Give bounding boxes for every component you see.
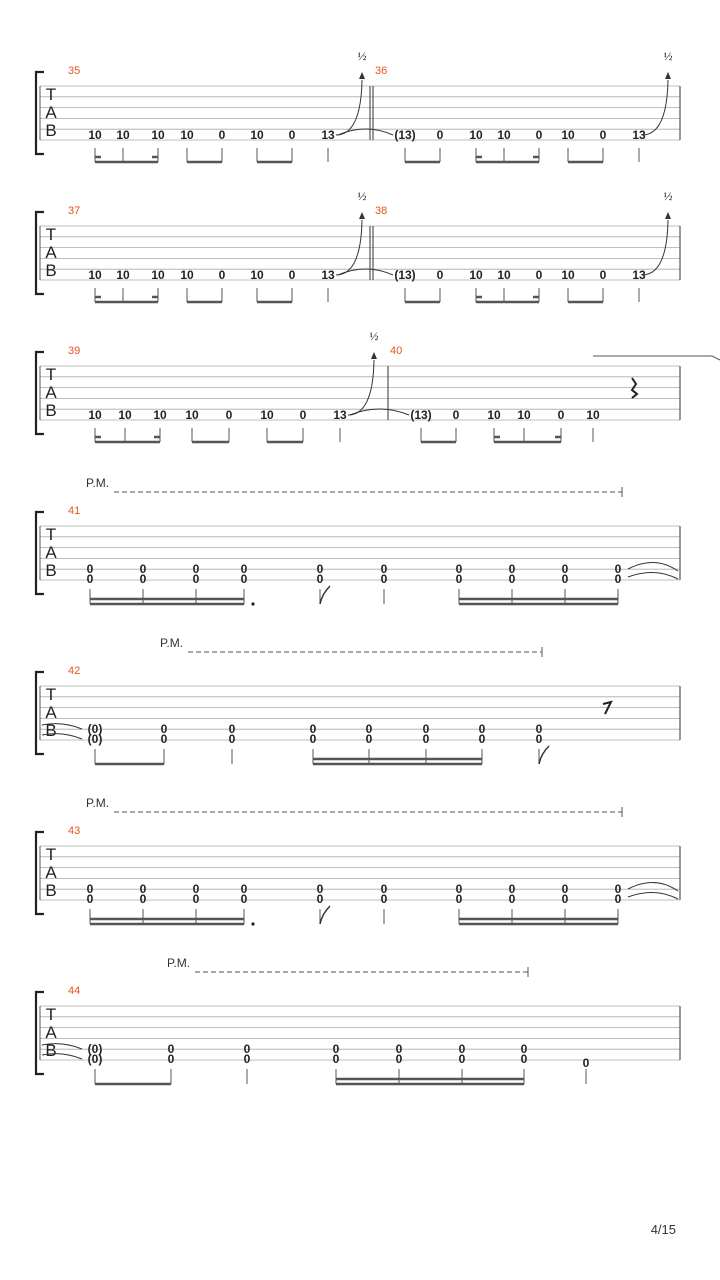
fret-number: 0 (160, 732, 168, 746)
tab-clef-a: A (45, 243, 57, 262)
fret-number: 10 (153, 408, 167, 422)
fret-number: 0 (455, 892, 463, 906)
measure-number: 35 (68, 65, 81, 77)
fret-number: 0 (508, 892, 516, 906)
fret-number: 10 (151, 268, 165, 282)
tab-clef-t: T (45, 845, 57, 864)
fret-number: 0 (535, 732, 543, 746)
bend-label: ½ (357, 189, 367, 203)
fret-number: 10 (497, 268, 511, 282)
fret-number: (0) (87, 1042, 103, 1056)
fret-number: 0 (561, 892, 569, 906)
palm-mute-label: P.M. (86, 476, 110, 490)
fret-number: 10 (180, 128, 194, 142)
tab-clef-t: T (45, 685, 57, 704)
bend-arrow (359, 212, 365, 219)
fret-number: 0 (561, 562, 569, 576)
flag (320, 906, 330, 924)
fret-number: 0 (288, 128, 296, 142)
tab-clef-b: B (45, 561, 57, 580)
fret-number: 0 (455, 882, 463, 896)
fret-number: 0 (192, 892, 200, 906)
fret-number: 0 (508, 562, 516, 576)
fret-number: 10 (88, 268, 102, 282)
measure-number: 36 (375, 65, 388, 77)
fret-number: 0 (582, 1056, 590, 1070)
fret-number: 0 (599, 268, 607, 282)
fret-number: 0 (561, 572, 569, 586)
flag (320, 586, 330, 604)
fret-number: 0 (535, 268, 543, 282)
bend-arrow (371, 352, 377, 359)
fret-number: 0 (139, 572, 147, 586)
fret-number: 10 (497, 128, 511, 142)
measure-number: 37 (68, 205, 81, 217)
fret-number: 0 (299, 408, 307, 422)
flag (539, 746, 549, 764)
measure-number: 40 (390, 345, 403, 357)
tab-clef-a: A (45, 863, 57, 882)
fret-number: 10 (88, 408, 102, 422)
fret-number: 13 (333, 408, 347, 422)
fret-number: 0 (240, 882, 248, 896)
fret-number: 10 (561, 268, 575, 282)
fret-number: 0 (380, 572, 388, 586)
fret-number: 0 (167, 1052, 175, 1066)
dot (251, 922, 254, 925)
tab-clef-t: T (45, 85, 57, 104)
tab-clef-a: A (45, 543, 57, 562)
tie (628, 882, 678, 891)
fret-number: 0 (218, 268, 226, 282)
fret-number: 0 (508, 882, 516, 896)
fret-number: 10 (250, 268, 264, 282)
fret-number: 0 (478, 732, 486, 746)
fret-number: 0 (599, 128, 607, 142)
fret-number: 0 (86, 562, 94, 576)
tab-clef-b: B (45, 1041, 57, 1060)
fret-number: 0 (160, 722, 168, 736)
tie (628, 572, 678, 579)
fret-number: 0 (614, 882, 622, 896)
bend-arrow (359, 72, 365, 79)
fret-number: 10 (586, 408, 600, 422)
page-number: 4/15 (650, 1222, 676, 1237)
tab-clef-b: B (45, 401, 57, 420)
fret-number: 0 (508, 572, 516, 586)
tab-clef-b: B (45, 261, 57, 280)
measure-number: 43 (68, 825, 81, 837)
tab-clef-t: T (45, 525, 57, 544)
fret-number: 10 (469, 128, 483, 142)
fret-number: (13) (394, 128, 416, 142)
fret-number: 10 (151, 128, 165, 142)
tab-clef-a: A (45, 383, 57, 402)
fret-number: 0 (218, 128, 226, 142)
tab-clef-a: A (45, 103, 57, 122)
fret-number: 0 (458, 1042, 466, 1056)
bend-arrow (665, 212, 671, 219)
bend-label: ½ (663, 49, 673, 63)
fret-number: 0 (243, 1052, 251, 1066)
fret-number: 13 (632, 268, 646, 282)
fret-number: 0 (228, 722, 236, 736)
measure-number: 44 (68, 985, 81, 997)
palm-mute-label: P.M. (86, 796, 110, 810)
slide-line (593, 356, 720, 360)
fret-number: 0 (380, 892, 388, 906)
fret-number: 10 (469, 268, 483, 282)
fret-number: 13 (321, 268, 335, 282)
fret-number: 0 (452, 408, 460, 422)
tab-clef-b: B (45, 121, 57, 140)
fret-number: 0 (614, 572, 622, 586)
tab-clef-b: B (45, 881, 57, 900)
fret-number: 0 (139, 562, 147, 576)
fret-number: 0 (316, 572, 324, 586)
fret-number: 0 (316, 562, 324, 576)
bend-arrow (665, 72, 671, 79)
palm-mute-label: P.M. (167, 956, 191, 970)
tab-clef-t: T (45, 365, 57, 384)
tie (628, 562, 678, 571)
fret-number: 0 (309, 722, 317, 736)
tab-clef-a: A (45, 703, 57, 722)
measure-number: 39 (68, 345, 81, 357)
fret-number: 0 (422, 722, 430, 736)
tab-clef-a: A (45, 1023, 57, 1042)
fret-number: 0 (139, 892, 147, 906)
fret-number: 0 (240, 572, 248, 586)
fret-number: (13) (394, 268, 416, 282)
fret-number: 0 (316, 892, 324, 906)
fret-number: 0 (243, 1042, 251, 1056)
fret-number: 0 (535, 128, 543, 142)
measure-number: 41 (68, 505, 81, 517)
fret-number: 0 (365, 722, 373, 736)
measure-number: 38 (375, 205, 388, 217)
fret-number: 0 (395, 1052, 403, 1066)
fret-number: 0 (192, 572, 200, 586)
fret-number: 0 (192, 562, 200, 576)
fret-number: 0 (365, 732, 373, 746)
bend-label: ½ (663, 189, 673, 203)
fret-number: 10 (561, 128, 575, 142)
fret-number: 0 (436, 128, 444, 142)
fret-number: 0 (535, 722, 543, 736)
fret-number: 10 (88, 128, 102, 142)
fret-number: 0 (86, 882, 94, 896)
fret-number: 13 (632, 128, 646, 142)
fret-number: 0 (240, 892, 248, 906)
fret-number: 0 (86, 572, 94, 586)
tie (628, 892, 678, 899)
bend-label: ½ (357, 49, 367, 63)
fret-number: 0 (380, 882, 388, 896)
fret-number: 0 (455, 562, 463, 576)
fret-number: 0 (139, 882, 147, 896)
fret-number: 0 (225, 408, 233, 422)
fret-number: 0 (520, 1052, 528, 1066)
fret-number: 0 (520, 1042, 528, 1056)
fret-number: 0 (614, 562, 622, 576)
fret-number: 0 (557, 408, 565, 422)
fret-number: 0 (380, 562, 388, 576)
fret-number: 10 (116, 268, 130, 282)
bend-label: ½ (369, 329, 379, 343)
tab-clef-t: T (45, 225, 57, 244)
fret-number: 10 (260, 408, 274, 422)
fret-number: 0 (192, 882, 200, 896)
fret-number: 0 (86, 892, 94, 906)
fret-number: 13 (321, 128, 335, 142)
fret-number: 0 (228, 732, 236, 746)
fret-number: 0 (458, 1052, 466, 1066)
fret-number: 0 (316, 882, 324, 896)
fret-number: (0) (87, 722, 103, 736)
fret-number: 0 (309, 732, 317, 746)
fret-number: 10 (118, 408, 132, 422)
fret-number: 0 (240, 562, 248, 576)
fret-number: 0 (167, 1042, 175, 1056)
fret-number: 0 (561, 882, 569, 896)
fret-number: 0 (395, 1042, 403, 1056)
fret-number: 10 (180, 268, 194, 282)
fret-number: 0 (478, 722, 486, 736)
measure-number: 42 (68, 665, 81, 677)
fret-number: 10 (487, 408, 501, 422)
fret-number: 0 (455, 572, 463, 586)
fret-number: 0 (422, 732, 430, 746)
fret-number: 0 (614, 892, 622, 906)
fret-number: 10 (250, 128, 264, 142)
fret-number: 10 (185, 408, 199, 422)
eighth-rest (603, 702, 611, 714)
fret-number: 0 (332, 1052, 340, 1066)
fret-number: (0) (87, 1052, 103, 1066)
tab-clef-t: T (45, 1005, 57, 1024)
fret-number: 0 (436, 268, 444, 282)
palm-mute-label: P.M. (160, 636, 184, 650)
fret-number: 10 (517, 408, 531, 422)
dot (251, 602, 254, 605)
fret-number: 0 (288, 268, 296, 282)
fret-number: (0) (87, 732, 103, 746)
tab-clef-b: B (45, 721, 57, 740)
fret-number: 10 (116, 128, 130, 142)
fret-number: 0 (332, 1042, 340, 1056)
fret-number: (13) (410, 408, 432, 422)
